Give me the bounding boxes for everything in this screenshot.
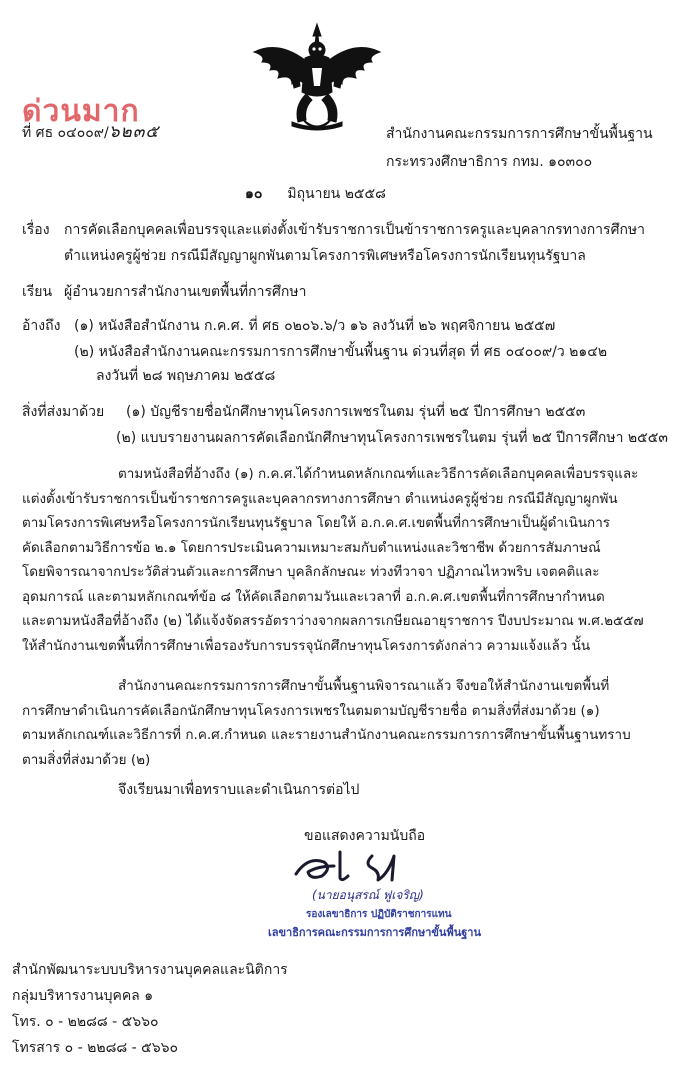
handwritten-signature-icon [288,846,418,886]
subject-line-2: ตำแหน่งครูผู้ช่วย กรณีมีสัญญาผูกพันตามโครงการพิเศษหรือโครงการนักเรียนทุนรัฐบาล [64,248,586,264]
reference-item-2-date: ลงวันที่ ๒๘ พฤษภาคม ๒๕๕๘ [96,368,276,384]
paragraph-2-line: ตามสิ่งที่ส่งมาด้วย (๒) [22,751,151,768]
salutation-recipient: ผู้อำนวยการสำนักงานเขตพื้นที่การศึกษา [64,284,307,300]
footer-fax: โทรสาร ๐ - ๒๒๘๘ - ๕๖๖๐ [12,1040,179,1056]
body-paragraph-2 [22,674,631,772]
enclosure-item-2: (๒) แบบรายงานผลการคัดเลือกนักศึกษาทุนโครงการเพชรในตม รุ่นที่ ๒๕ ปีการศึกษา ๒๕๕๓ [116,430,668,446]
garuda-emblem-icon [248,22,386,134]
paragraph-1-line: คัดเลือกตามวิธีการข้อ ๒.๑ โดยการประเมินความเหมาะสมกับตำแหน่งและวิชาชีพ ด้วยการสัมภาษณ์ [22,539,601,556]
paragraph-1-line: ตามหนังสือที่อ้างถึง (๑) ก.ค.ศ.ได้กำหนดหลักเกณฑ์และวิธีการคัดเลือกบุคคลเพื่อบรรจุและ [118,466,639,482]
paragraph-1-line: แต่งตั้งเข้ารับราชการเป็นข้าราชการครูและบุคลากรทางการศึกษา ตำแหน่งครูผู้ช่วย กรณีมีสัญญาผูกพัน [22,490,618,507]
paragraph-1-line: ให้สำนักงานเขตพื้นที่การศึกษาเพื่อรองรับการบรรจุนักศึกษาทุนโครงการดังกล่าว ความแจ้งแล้ว นั้น [22,637,591,654]
paragraph-2-line: การศึกษาดำเนินการคัดเลือกนักศึกษาทุนโครงการเพชรในตมตามบัญชีรายชื่อ ตามสิ่งที่ส่งมาด้วย (๑) [22,702,600,719]
date-day: ๑๐ [245,186,263,202]
enclosure-item-1: (๑) บัญชีรายชื่อนักศึกษาทุนโครงการเพชรในตม รุ่นที่ ๒๕ ปีการศึกษา ๒๕๕๓ [126,404,586,420]
reference-handwritten: ๖๒๓๕ [108,122,160,142]
regards-line: ขอแสดงความนับถือ [304,828,426,844]
reference-item-1: (๑) หนังสือสำนักงาน ก.ค.ศ. ที่ ศธ ๐๒๐๖.๖/ว ๑๖ ลงวันที่ ๒๖ พฤศจิกายน ๒๕๕๗ [74,318,556,334]
paragraph-2-line: สำนักงานคณะกรรมการการศึกษาขั้นพื้นฐานพิจารณาแล้ว จึงขอให้สำนักงานเขตพื้นที่ [118,678,610,694]
body-paragraph-1 [22,462,644,658]
date-month-year: มิถุนายน ๒๕๕๘ [287,186,386,202]
references-label: อ้างถึง [22,318,61,334]
subject-line-1: การคัดเลือกบุคคลเพื่อบรรจุและแต่งตั้งเข้ารับราชการเป็นข้าราชการครูและบุคลากรทางการศึกษา [64,222,646,238]
reference-item-2: (๒) หนังสือสำนักงานคณะกรรมการการศึกษาขั้นพื้นฐาน ด่วนที่สุด ที่ ศธ ๐๔๐๐๙/ว ๒๑๔๒ [74,344,608,360]
paragraph-1-line: และตามหนังสือที่อ้างถึง (๒) ได้แจ้งจัดสรรอัตราว่างจากผลการเกษียณอายุราชการ ปีงบประมาณ พ.ศ.๒๕๕๗ [22,613,644,629]
closing-sentence: จึงเรียนมาเพื่อทราบและดำเนินการต่อไป [118,782,360,798]
signatory-position-1: รองเลขาธิการ ปฏิบัติราชการแทน [306,909,452,920]
footer-phone: โทร. ๐ - ๒๒๘๘ - ๕๖๖๐ [12,1014,159,1030]
reference-prefix: ที่ ศธ ๐๔๐๐๙/ [22,125,109,141]
paragraph-1-line: ตามโครงการพิเศษหรือโครงการนักเรียนทุนรัฐบาล โดยให้ อ.ก.ค.ศ.เขตพื้นที่การศึกษาเป็นผู้ดำเนินการ [22,515,611,531]
paragraph-2-line: ตามหลักเกณฑ์และวิธีการที่ ก.ค.ศ.กำหนด และรายงานสำนักงานคณะกรรมการการศึกษาขั้นพื้นฐานทราบ [22,727,631,743]
footer-office: สำนักพัฒนาระบบบริหารงานบุคคลและนิติการ [12,962,288,978]
agency-name: สำนักงานคณะกรรมการการศึกษาขั้นพื้นฐาน [386,126,653,142]
salutation-label: เรียน [22,284,53,300]
reference-number [22,122,159,143]
letter-date [245,184,386,204]
signatory-name: (นายอนุสรณ์ ฟูเจริญ) [312,888,424,902]
paragraph-1-line: โดยพิจารณาจากประวัติส่วนตัวและการศึกษา บุคลิกลักษณะ ท่วงทีวาจา ปฏิภาณไหวพริบ เจตคติและ [22,564,600,580]
footer-group: กลุ่มบริหารงานบุคคล ๑ [12,988,154,1004]
signatory-position-2: เลขาธิการคณะกรรมการการศึกษาขั้นพื้นฐาน [268,926,481,939]
subject-label: เรื่อง [22,222,50,238]
urgent-stamp: ด่วนมาก [22,94,140,129]
paragraph-1-line: อุดมการณ์ และตามหลักเกณฑ์ข้อ ๘ ให้คัดเลือกตามวันและเวลาที่ อ.ก.ค.ศ.เขตพื้นที่การศึกษากำหนด [22,588,605,605]
enclosures-label: สิ่งที่ส่งมาด้วย [22,404,105,420]
agency-address: กระทรวงศึกษาธิการ กทม. ๑๐๓๐๐ [386,154,593,170]
